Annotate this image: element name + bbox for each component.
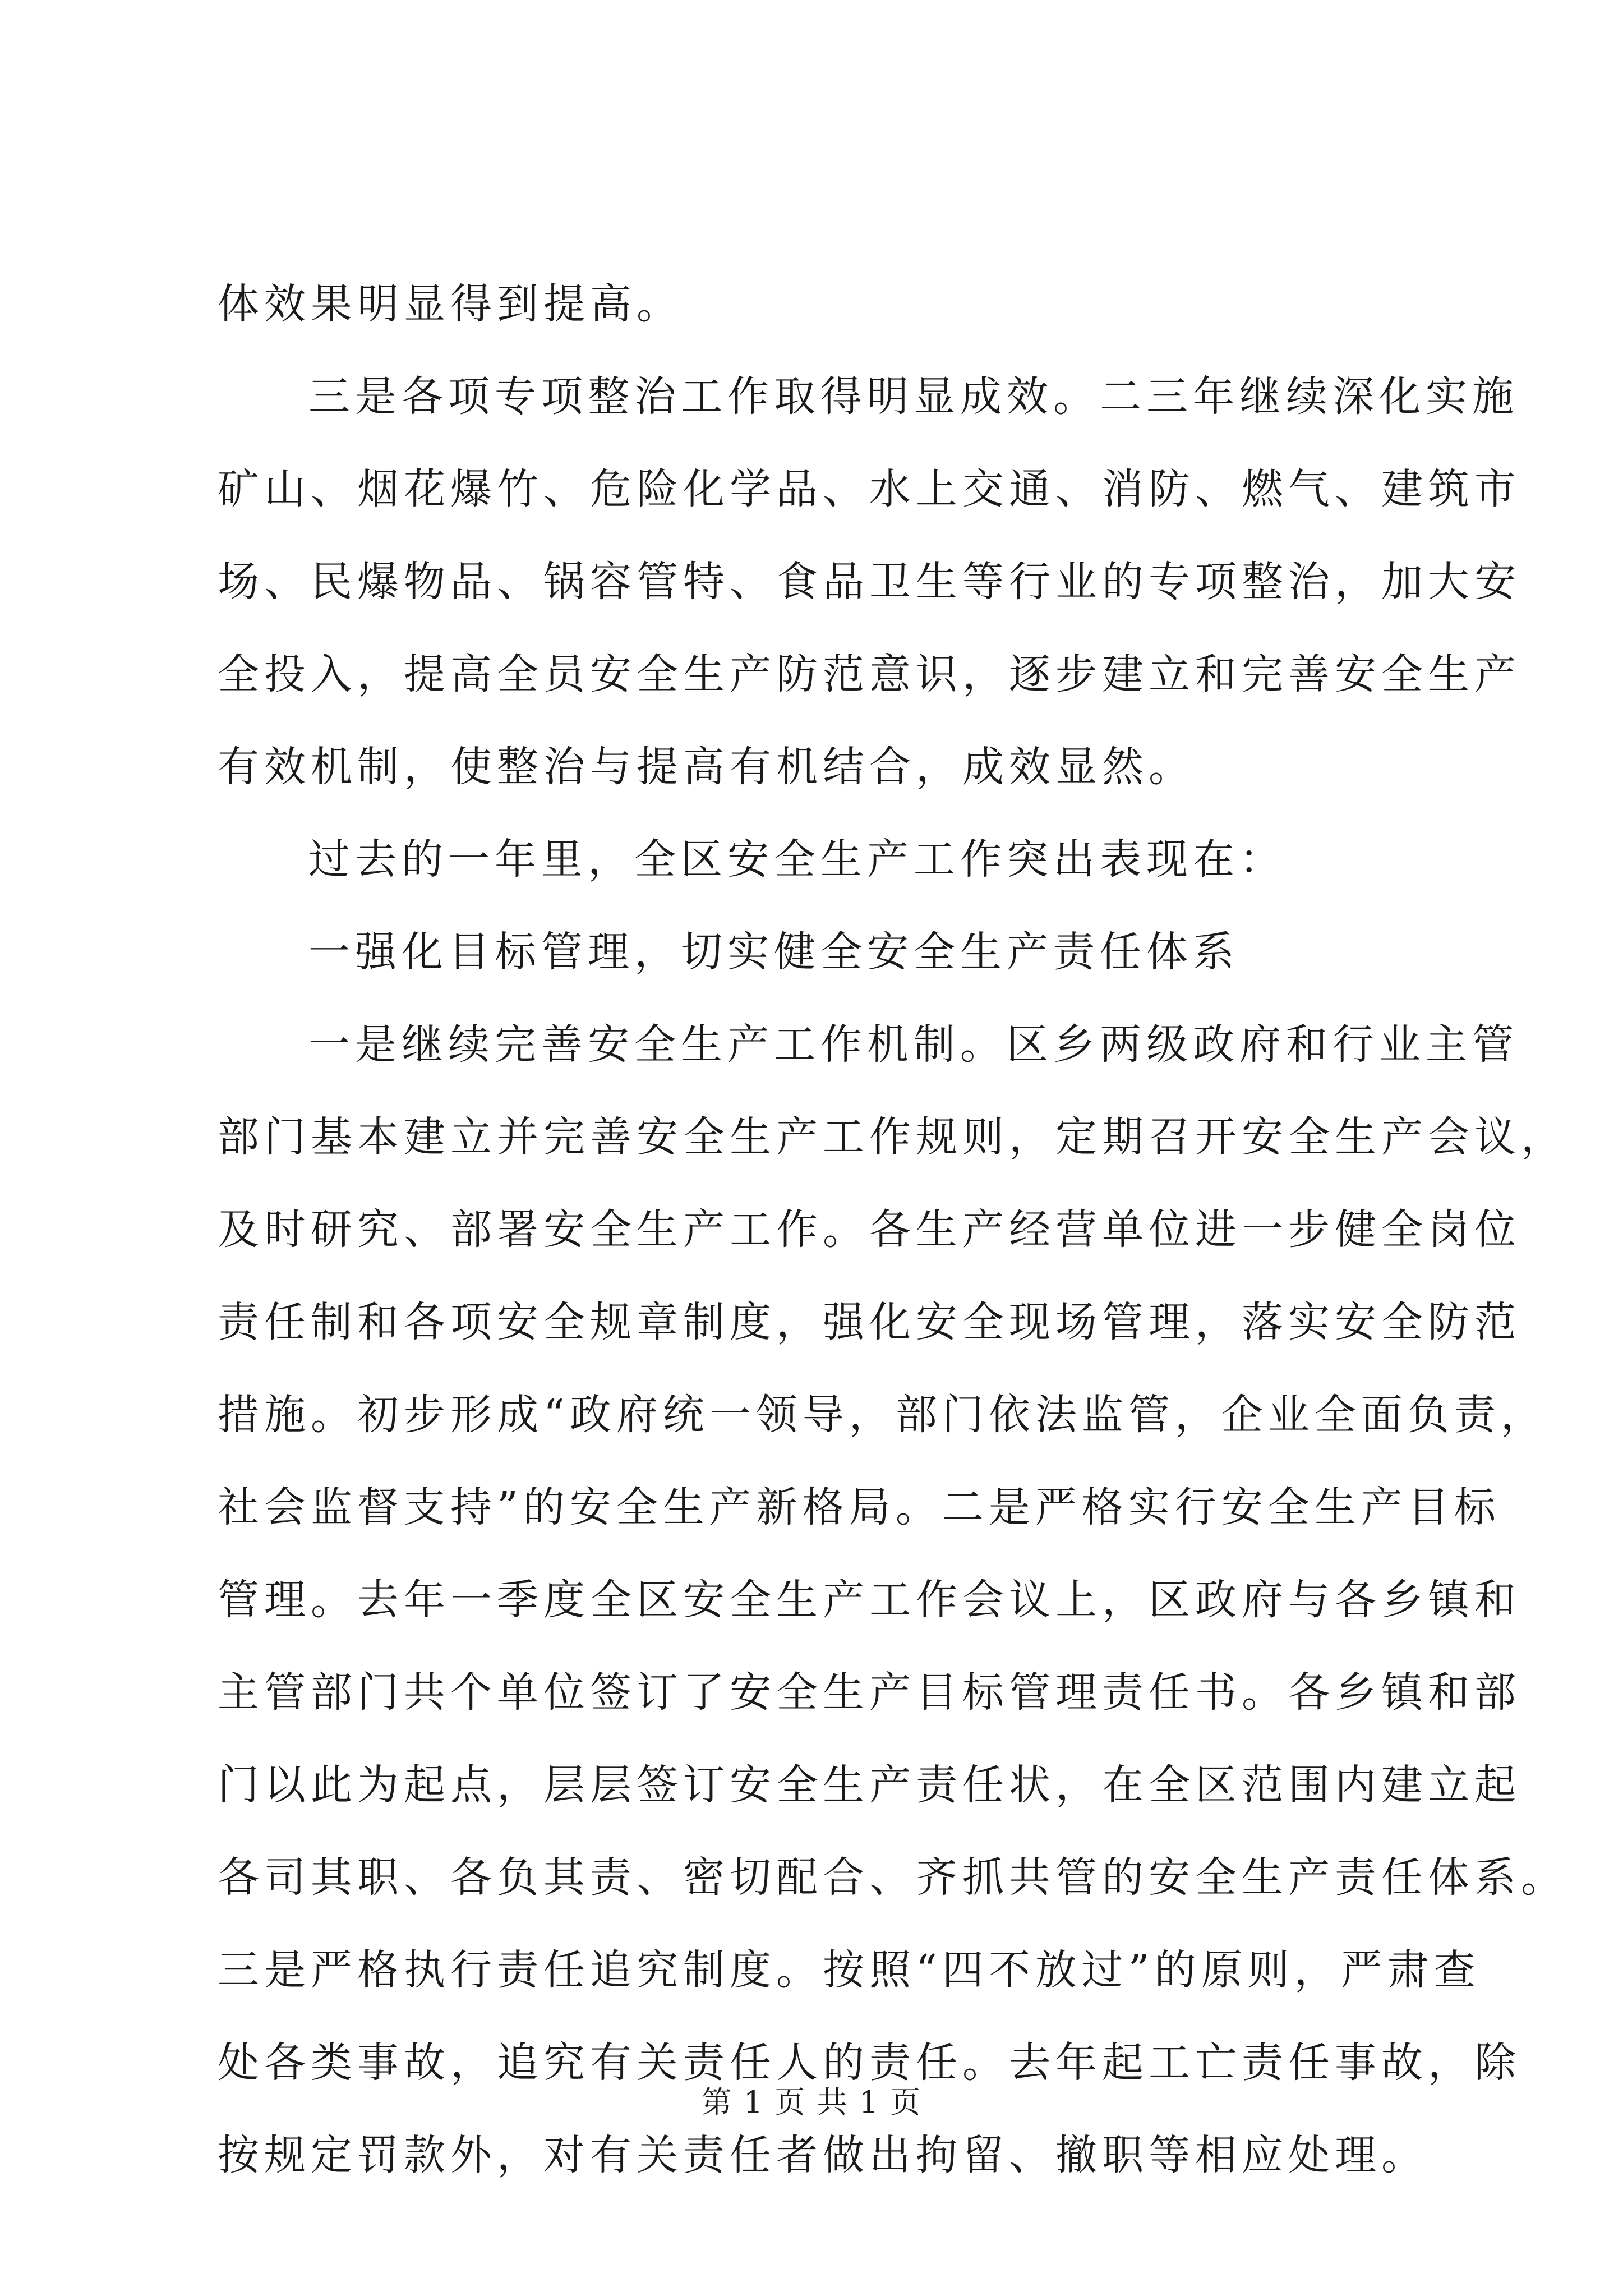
text-line: 体效果明显得到提高。 xyxy=(218,280,683,328)
document-body xyxy=(218,258,1567,2202)
page-footer: 第 1 页 共 1 页 xyxy=(701,2085,922,2120)
text-line: 管理。去年一季度全区安全生产工作会议上，区政府与各乡镇和 xyxy=(218,1576,1521,1624)
text-line: 三是严格执行责任追究制度。按照“四不放过”的原则，严肃查 xyxy=(218,1946,1481,1994)
text-line: 三是各项专项整治工作取得明显成效。二三年继续深化实施 xyxy=(308,372,1519,421)
text-line: 社会监督支持”的安全生产新格局。二是严格实行安全生产目标 xyxy=(218,1483,1501,1531)
text-line: 一是继续完善安全生产工作机制。区乡两级政府和行业主管 xyxy=(308,1020,1519,1069)
text-line: 有效机制，使整治与提高有机结合，成效显然。 xyxy=(218,743,1195,791)
text-line: 措施。初步形成“政府统一领导，部门依法监管，企业全面负责， xyxy=(218,1391,1547,1439)
text-line: 处各类事故，追究有关责任人的责任。去年起工亡责任事故，除 xyxy=(218,2039,1521,2087)
text-line: 过去的一年里，全区安全生产工作突出表现在： xyxy=(308,835,1286,884)
text-line: 主管部门共个单位签订了安全生产目标管理责任书。各乡镇和部 xyxy=(218,1668,1521,1717)
text-line: 责任制和各项安全规章制度，强化安全现场管理，落实安全防范 xyxy=(218,1298,1521,1346)
text-line: 门以此为起点，层层签订安全生产责任状，在全区范围内建立起 xyxy=(218,1761,1521,1809)
text-line: 按规定罚款外，对有关责任者做出拘留、撤职等相应处理。 xyxy=(218,2131,1428,2179)
text-line: 部门基本建立并完善安全生产工作规则，定期召开安全生产会议， xyxy=(218,1113,1567,1161)
text-line: 及时研究、部署安全生产工作。各生产经营单位进一步健全岗位 xyxy=(218,1205,1521,1254)
text-line: 场、民爆物品、锅容管特、食品卫生等行业的专项整治，加大安 xyxy=(218,558,1521,606)
text-line: 全投入，提高全员安全生产防范意识，逐步建立和完善安全生产 xyxy=(218,650,1521,698)
text-line: 各司其职、各负其责、密切配合、齐抓共管的安全生产责任体系。 xyxy=(218,1853,1567,1902)
text-line: 矿山、烟花爆竹、危险化学品、水上交通、消防、燃气、建筑市 xyxy=(218,465,1521,513)
text-line: 一强化目标管理，切实健全安全生产责任体系 xyxy=(308,928,1239,976)
